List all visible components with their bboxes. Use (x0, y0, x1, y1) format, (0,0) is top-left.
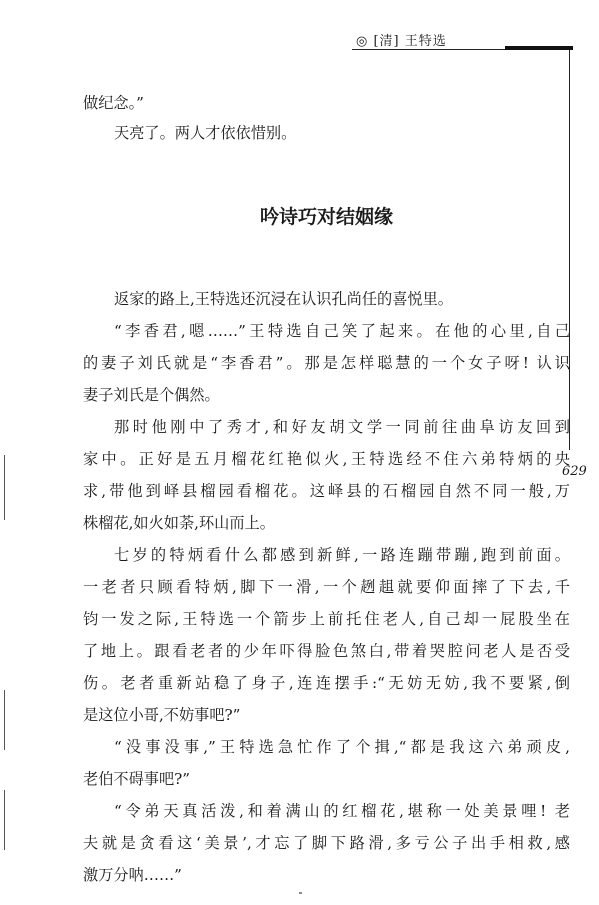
text-line: 了地上。跟看老者的少年吓得脸色煞白,带着哭腔问老人是否受 (83, 642, 570, 660)
text-line: 老伯不碍事吧?” (83, 770, 191, 788)
margin-mark (4, 690, 5, 750)
text-line: 做纪念。” (83, 94, 144, 112)
text-line: 一老者只顾看特炳,脚下一滑,一个趔趄就要仰面摔了下去,千 (83, 578, 570, 596)
text-line: 株榴花,如火如荼,环山而上。 (83, 514, 275, 532)
text-line: 天亮了。两人才依依惜别。 (114, 124, 297, 142)
text-line: 激万分呐……” (83, 866, 182, 884)
text-line: 是这位小哥,不妨事吧?” (83, 706, 241, 724)
text-line: “令弟天真活泼,和着满山的红榴花,堪称一处美景哩! 老 (114, 802, 570, 820)
text-line: 夫就是贪看这‘美景’,才忘了脚下路滑,多亏公子出手相救,感 (83, 834, 570, 852)
running-header: ◎ [清] 王特选 (356, 34, 447, 49)
text-line: 七岁的特炳看什么都感到新鲜,一路连蹦带蹦,跑到前面。 (114, 546, 570, 564)
text-line: 的妻子刘氏就是“李香君”。那是怎样聪慧的一个女子呀! 认识 (83, 354, 570, 372)
scan-speck (299, 892, 302, 894)
text-line: 伤。老者重新站稳了身子,连连摆手:“无妨无妨,我不要紧,倒 (83, 674, 570, 692)
text-line: 家中。正好是五月榴花红艳似火,王特选经不住六弟特炳的央 (83, 450, 570, 468)
text-line: 钧一发之际,王特选一个箭步上前托住老人,自己却一屁股坐在 (83, 610, 570, 628)
text-line: 妻子刘氏是个偶然。 (83, 386, 220, 404)
text-line: 返家的路上,王特选还沉浸在认识孔尚任的喜悦里。 (114, 290, 453, 308)
text-line: 求,带他到峄县榴园看榴花。这峄县的石榴园自然不同一般,万 (83, 482, 570, 500)
section-title: 吟诗巧对结姻缘 (259, 206, 393, 228)
page-number: 629 (562, 464, 587, 479)
margin-mark (4, 790, 5, 850)
text-line: 那时他刚中了秀才,和好友胡文学一同前往曲阜访友回到 (114, 418, 570, 436)
margin-mark (4, 455, 5, 520)
header-bar (505, 46, 573, 50)
text-line: “李香君,嗯……”王特选自己笑了起来。在他的心里,自己 (114, 322, 570, 340)
text-line: “没事没事,”王特选急忙作了个揖,“都是我这六弟顽皮, (114, 738, 570, 756)
